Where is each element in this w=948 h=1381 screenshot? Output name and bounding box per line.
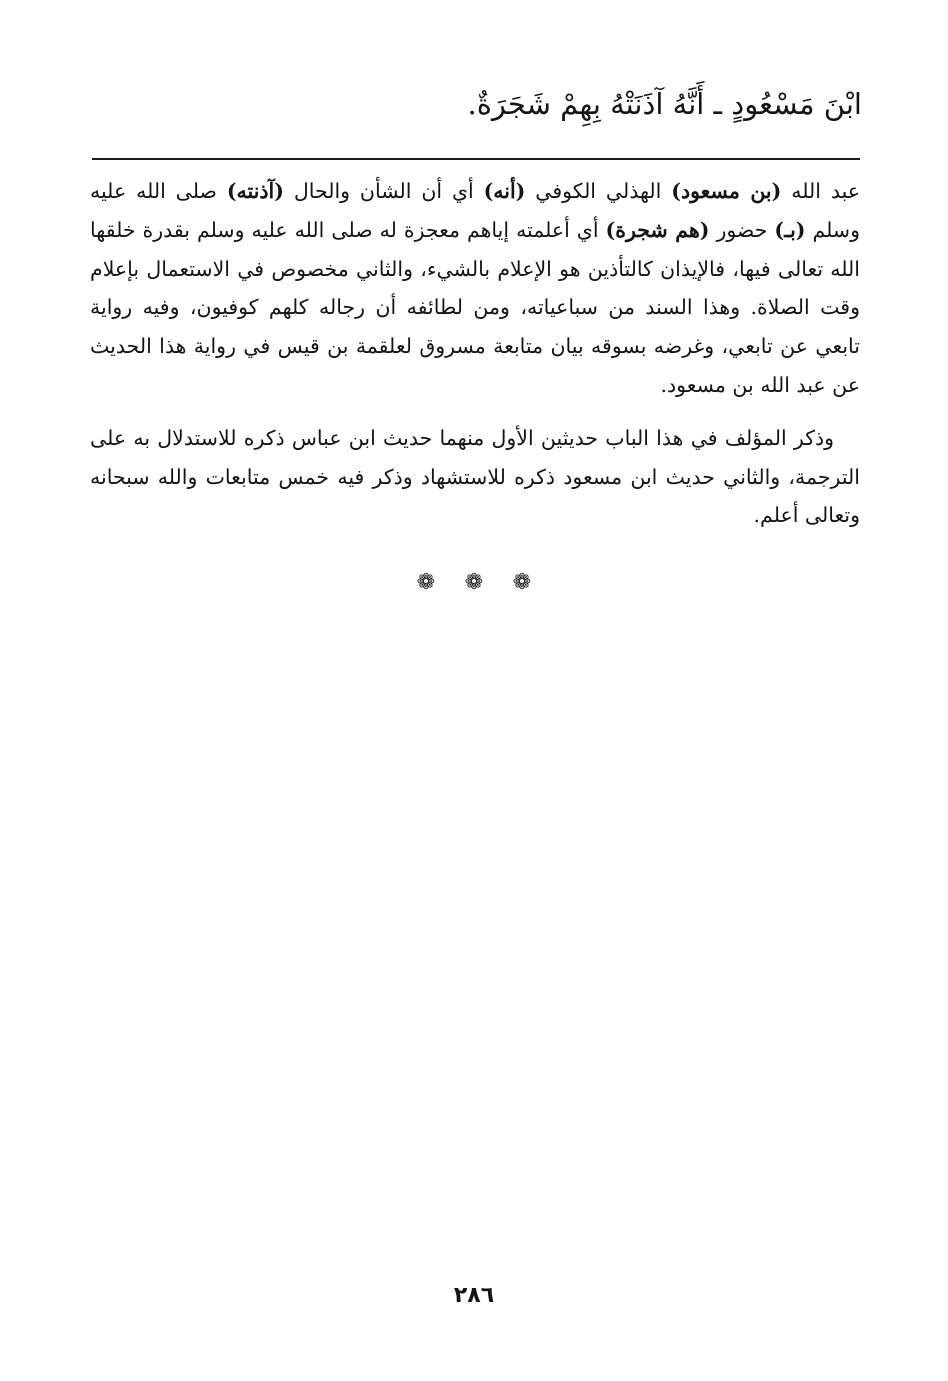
footnote-divider (92, 158, 860, 160)
commentary-term: (هم شجرة) (605, 217, 710, 242)
star-ornament-icon: ❁ (464, 570, 484, 595)
commentary-term: (بـ) (774, 217, 806, 242)
commentary-segment: أي أعلمته إياهم معجزة له صلى الله عليه وسلم بقدرة خلقها الله تعالى فيها، فالإيذان كالتأذين هو الإعلام بالشيء، والثاني مخصوص في الاستعمال بإعلام وقت الصلاة. وهذا السند من سباعياته، ومن لطائفه أن رجاله كلهم كوفيون، وفيه رواية تابعي عن تابعي، وغرضه بسوقه بيان متابعة مسروق لعلقمة بن قيس في رواية هذا الحديث عن عبد الله بن مسعود. (90, 217, 860, 397)
star-ornament-icon: ❁ (416, 570, 436, 595)
commentary-segment: عبد الله (781, 179, 860, 203)
commentary-segment: صلى الله عليه وسلم (90, 179, 860, 242)
commentary-term: (بن مسعود) (671, 179, 782, 203)
commentary-term: (آذنته) (226, 179, 284, 203)
hadith-text: ابْنَ مَسْعُودٍ ـ أَنَّهُ آذَنَتْهُ بِهِمْ شَجَرَةٌ. (467, 87, 862, 121)
commentary-segment: حضور (709, 217, 775, 242)
commentary-paragraph-2: وذكر المؤلف في هذا الباب حديثين الأول منهما حديث ابن عباس ذكره للاستدلال به على الترجمة، والثاني حديث ابن مسعود ذكره للاستشهاد وذكر فيه خمس متابعات والله سبحانه وتعالى أعلم. (90, 425, 860, 528)
commentary-segment: أي أن الشأن والحال (283, 179, 484, 203)
star-ornament-icon: ❁ (512, 570, 532, 595)
page-number: ٢٨٦ (453, 1283, 495, 1308)
commentary-term: (أنه) (483, 179, 526, 203)
section-separator (0, 570, 948, 595)
commentary-paragraph-1 (90, 172, 860, 405)
commentary-segment: الهذلي الكوفي (525, 179, 672, 203)
commentary-block (90, 172, 860, 535)
